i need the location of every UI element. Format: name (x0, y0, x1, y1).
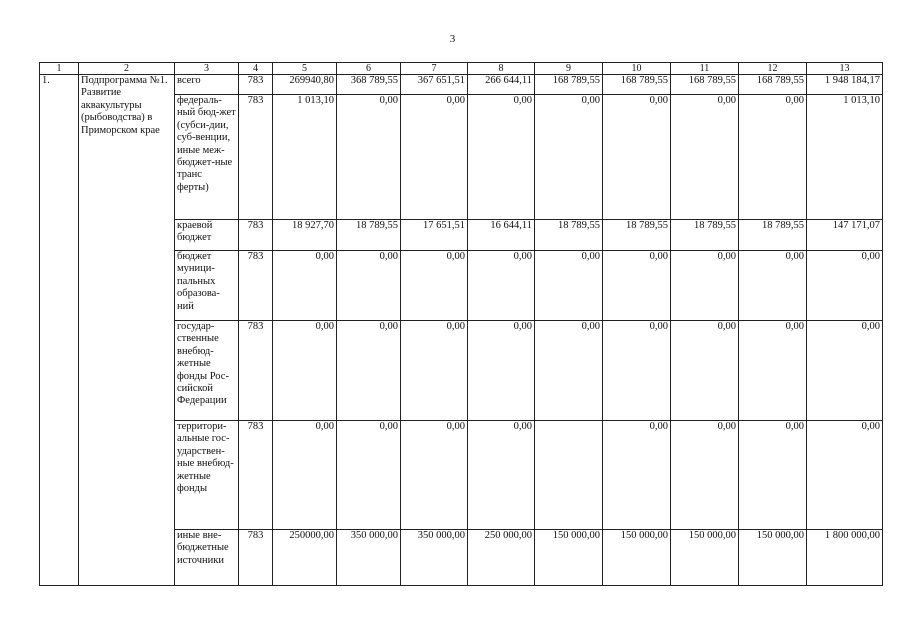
amount-cell: 150 000,00 (535, 530, 603, 586)
amount-cell: 18 789,55 (671, 220, 739, 251)
amount-cell: 0,00 (337, 95, 401, 220)
amount-cell: 367 651,51 (401, 75, 468, 95)
amount-cell: 0,00 (739, 421, 807, 530)
amount-cell: 0,00 (807, 251, 883, 321)
column-number: 8 (468, 63, 535, 75)
amount-cell: 250 000,00 (468, 530, 535, 586)
funding-source: всего (175, 75, 239, 95)
funding-source: государ-ственные внебюд-жетные фонды Рос-сийской Федерации (175, 321, 239, 421)
amount-cell: 0,00 (337, 421, 401, 530)
amount-cell: 0,00 (739, 251, 807, 321)
subprogram-title: Подпрограмма №1. Развитие аквакультуры (рыбоводства) в Приморском крае (79, 75, 175, 586)
budget-table (39, 62, 883, 586)
column-number-row (40, 63, 883, 75)
amount-cell: 0,00 (671, 321, 739, 421)
amount-cell: 0,00 (401, 251, 468, 321)
amount-cell: 0,00 (603, 251, 671, 321)
amount-cell: 168 789,55 (535, 75, 603, 95)
item-number: 1. (40, 75, 79, 586)
amount-cell: 0,00 (671, 251, 739, 321)
column-number: 10 (603, 63, 671, 75)
amount-cell: 147 171,07 (807, 220, 883, 251)
amount-cell: 0,00 (807, 321, 883, 421)
amount-cell: 0,00 (337, 321, 401, 421)
column-number: 12 (739, 63, 807, 75)
amount-cell: 0,00 (535, 251, 603, 321)
amount-cell: 0,00 (401, 421, 468, 530)
amount-cell: 18 789,55 (603, 220, 671, 251)
amount-cell: 18 789,55 (739, 220, 807, 251)
amount-cell: 350 000,00 (401, 530, 468, 586)
column-number: 9 (535, 63, 603, 75)
funding-source: территори-альные гос-ударствен-ные внебюд-жетные фонды (175, 421, 239, 530)
column-number: 5 (273, 63, 337, 75)
amount-cell: 168 789,55 (671, 75, 739, 95)
amount-cell: 0,00 (671, 95, 739, 220)
amount-cell: 250000,00 (273, 530, 337, 586)
amount-cell: 0,00 (807, 421, 883, 530)
amount-cell: 0,00 (273, 321, 337, 421)
budget-code: 783 (239, 530, 273, 586)
amount-cell: 168 789,55 (739, 75, 807, 95)
amount-cell: 350 000,00 (337, 530, 401, 586)
amount-cell: 266 644,11 (468, 75, 535, 95)
amount-cell: 16 644,11 (468, 220, 535, 251)
budget-code: 783 (239, 421, 273, 530)
column-number: 2 (79, 63, 175, 75)
amount-cell: 18 789,55 (337, 220, 401, 251)
amount-cell: 0,00 (603, 321, 671, 421)
amount-cell: 18 789,55 (535, 220, 603, 251)
funding-source: бюджет муници-пальных образова-ний (175, 251, 239, 321)
amount-cell: 0,00 (468, 251, 535, 321)
amount-cell: 0,00 (739, 95, 807, 220)
column-number: 7 (401, 63, 468, 75)
funding-source: краевой бюджет (175, 220, 239, 251)
amount-cell: 1 013,10 (273, 95, 337, 220)
amount-cell: 0,00 (401, 321, 468, 421)
column-number: 13 (807, 63, 883, 75)
funding-source: федераль-ный бюд-жет (субси-дии, суб-венции, иные меж-бюджет-ные транс ферты) (175, 95, 239, 220)
column-number: 3 (175, 63, 239, 75)
amount-cell: 0,00 (603, 421, 671, 530)
amount-cell: 1 013,10 (807, 95, 883, 220)
amount-cell: 0,00 (468, 95, 535, 220)
amount-cell: 1 800 000,00 (807, 530, 883, 586)
amount-cell: 0,00 (401, 95, 468, 220)
budget-code: 783 (239, 251, 273, 321)
column-number: 1 (40, 63, 79, 75)
amount-cell: 0,00 (273, 421, 337, 530)
budget-code: 783 (239, 321, 273, 421)
column-number: 4 (239, 63, 273, 75)
amount-cell: 368 789,55 (337, 75, 401, 95)
amount-cell: 0,00 (739, 321, 807, 421)
amount-cell: 0,00 (535, 95, 603, 220)
amount-cell: 150 000,00 (671, 530, 739, 586)
page-number: 3 (449, 33, 456, 45)
budget-code: 783 (239, 95, 273, 220)
amount-cell: 0,00 (535, 321, 603, 421)
amount-cell: 0,00 (671, 421, 739, 530)
budget-code: 783 (239, 220, 273, 251)
column-number: 6 (337, 63, 401, 75)
amount-cell: 0,00 (337, 251, 401, 321)
amount-cell: 0,00 (603, 95, 671, 220)
amount-cell: 150 000,00 (739, 530, 807, 586)
amount-cell (535, 421, 603, 530)
column-number: 11 (671, 63, 739, 75)
table-row (40, 75, 883, 95)
amount-cell: 17 651,51 (401, 220, 468, 251)
amount-cell: 18 927,70 (273, 220, 337, 251)
amount-cell: 0,00 (468, 321, 535, 421)
amount-cell: 269940,80 (273, 75, 337, 95)
amount-cell: 0,00 (273, 251, 337, 321)
amount-cell: 1 948 184,17 (807, 75, 883, 95)
funding-source: иные вне-бюджетные источники (175, 530, 239, 586)
amount-cell: 150 000,00 (603, 530, 671, 586)
amount-cell: 168 789,55 (603, 75, 671, 95)
amount-cell: 0,00 (468, 421, 535, 530)
budget-code: 783 (239, 75, 273, 95)
